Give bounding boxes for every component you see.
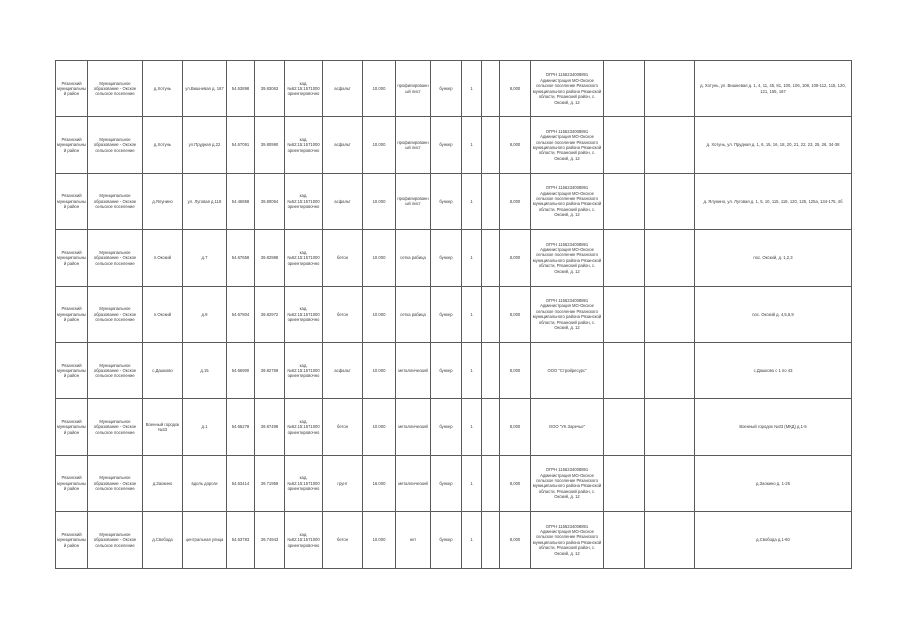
district-cell: Рязанский муниципальный район [56, 342, 88, 398]
container-type-cell: бункер [431, 230, 462, 286]
table-row [56, 286, 852, 342]
owner-cell: ОГРН 1156234008891 Администрация МО-Окское сельское поселение Рязанского муниципального района Рязанской области, Рязанский район, с. Окский, д. 12 [531, 117, 604, 173]
empty-cell [604, 455, 645, 511]
district-cell: Рязанский муниципальный район [56, 399, 88, 455]
cadastral-cell: кад.№62:15:1571000 ориентировочно [285, 117, 323, 173]
waste-sources-cell: д.Свобода д.1-60 [695, 512, 852, 568]
container-count-cell: 1 [462, 399, 482, 455]
waste-sources-cell: пос. Окский д. 4,5,6,9 [695, 286, 852, 342]
container-volume-cell: 8,000 [500, 230, 531, 286]
municipality-cell: Муниципальное образование - Окское сельское поселение [88, 61, 143, 117]
area-cell: 10.000 [363, 512, 396, 568]
container-type-cell: бункер [431, 286, 462, 342]
address-cell: ул. Луговая д.118 [183, 173, 227, 229]
waste-sources-cell: д.Заокино д. 1-25 [695, 455, 852, 511]
longitude-cell: 39.83063 [255, 61, 285, 117]
waste-sources-cell: с.Дашково с 1 по 43 [695, 342, 852, 398]
container-count-cell: 1 [462, 230, 482, 286]
settlement-cell: д.Хотунь [143, 61, 183, 117]
empty-cell [604, 512, 645, 568]
empty-cell [482, 230, 500, 286]
fence-cell: профилированный лист [396, 117, 431, 173]
container-type-cell: бункер [431, 61, 462, 117]
latitude-cell: 54.46858 [227, 173, 255, 229]
waste-sources-cell: д. Ялунино, ул. Луговая д. 1, 5, 10, 115, 119, 120, 125, 125а, 134-175, 4б [695, 173, 852, 229]
table-row [56, 117, 852, 173]
longitude-cell: 39.71959 [255, 455, 285, 511]
empty-cell [482, 117, 500, 173]
longitude-cell: 39.82988 [255, 230, 285, 286]
surface-cell: бетон [323, 286, 363, 342]
address-cell: д.9 [183, 286, 227, 342]
empty-cell [604, 286, 645, 342]
owner-cell: ООО "Стройресурс" [531, 342, 604, 398]
table-row [56, 61, 852, 117]
container-count-cell: 1 [462, 512, 482, 568]
surface-cell: асфальт [323, 173, 363, 229]
container-volume-cell: 8,000 [500, 512, 531, 568]
container-volume-cell: 8,000 [500, 61, 531, 117]
container-type-cell: бункер [431, 512, 462, 568]
empty-cell [604, 173, 645, 229]
address-cell: ул.Вишневая д. 167 [183, 61, 227, 117]
fence-cell: металлический [396, 455, 431, 511]
address-cell: центральная улица [183, 512, 227, 568]
area-cell: 10.000 [363, 117, 396, 173]
owner-cell: ОГРН 1156234008891 Администрация МО-Окское сельское поселение Рязанского муниципального района Рязанской области, Рязанский район, с. Окский, д. 12 [531, 230, 604, 286]
area-cell: 10.000 [363, 173, 396, 229]
container-type-cell: бункер [431, 173, 462, 229]
address-cell: ул.Прудная д.22 [183, 117, 227, 173]
district-cell: Рязанский муниципальный район [56, 117, 88, 173]
address-cell: д.1 [183, 399, 227, 455]
district-cell: Рязанский муниципальный район [56, 455, 88, 511]
empty-cell [645, 512, 695, 568]
waste-sources-cell: Военный городок №33 (МКД) д.1-5 [695, 399, 852, 455]
fence-cell: нет [396, 512, 431, 568]
fence-cell: профилированный лист [396, 61, 431, 117]
area-cell: 10.000 [363, 61, 396, 117]
area-cell: 10.000 [363, 399, 396, 455]
empty-cell [604, 230, 645, 286]
cadastral-cell: кад.№62:15:1571000 ориентировочно [285, 61, 323, 117]
container-count-cell: 1 [462, 173, 482, 229]
container-count-cell: 1 [462, 342, 482, 398]
fence-cell: металлический [396, 342, 431, 398]
district-cell: Рязанский муниципальный район [56, 230, 88, 286]
table-row [56, 173, 852, 229]
fence-cell: металлический [396, 399, 431, 455]
empty-cell [604, 399, 645, 455]
address-cell: вдоль дороги [183, 455, 227, 511]
table-row [56, 455, 852, 511]
owner-cell: ОГРН 1156234008891 Администрация МО-Окское сельское поселение Рязанского муниципального района Рязанской области, Рязанский район, с. Окский, д. 12 [531, 61, 604, 117]
area-cell: 16.000 [363, 455, 396, 511]
cadastral-cell: кад.№62:15:1571000 ориентировочно [285, 173, 323, 229]
container-volume-cell: 8,000 [500, 342, 531, 398]
table-row [56, 512, 852, 568]
district-cell: Рязанский муниципальный район [56, 61, 88, 117]
empty-cell [645, 61, 695, 117]
owner-cell: ООО "УК Заречье" [531, 399, 604, 455]
empty-cell [482, 455, 500, 511]
empty-cell [482, 399, 500, 455]
container-volume-cell: 8,000 [500, 286, 531, 342]
container-type-cell: бункер [431, 117, 462, 173]
municipality-cell: Муниципальное образование - Окское сельское поселение [88, 399, 143, 455]
surface-cell: бетон [323, 512, 363, 568]
empty-cell [482, 342, 500, 398]
area-cell: 10.000 [363, 230, 396, 286]
table-row [56, 230, 852, 286]
surface-cell: асфальт [323, 342, 363, 398]
longitude-cell: 39.80064 [255, 173, 285, 229]
municipality-cell: Муниципальное образование - Окское сельское поселение [88, 455, 143, 511]
fence-cell: сетка рабица [396, 230, 431, 286]
surface-cell: бетон [323, 230, 363, 286]
cadastral-cell: кад.№62:15:1571000 ориентировочно [285, 399, 323, 455]
empty-cell [482, 286, 500, 342]
cadastral-cell: кад.№62:15:1571000 ориентировочно [285, 512, 323, 568]
container-count-cell: 1 [462, 455, 482, 511]
settlement-cell: д.Заокино [143, 455, 183, 511]
container-count-cell: 1 [462, 117, 482, 173]
longitude-cell: 39.80990 [255, 117, 285, 173]
empty-cell [482, 512, 500, 568]
area-cell: 10.000 [363, 286, 396, 342]
municipality-cell: Муниципальное образование - Окское сельское поселение [88, 230, 143, 286]
latitude-cell: 54.67091 [227, 117, 255, 173]
empty-cell [604, 61, 645, 117]
settlement-cell: д.Хотунь [143, 117, 183, 173]
latitude-cell: 54.66900 [227, 342, 255, 398]
empty-cell [482, 61, 500, 117]
container-volume-cell: 8,000 [500, 173, 531, 229]
empty-cell [645, 173, 695, 229]
settlement-cell: д.Ялунино [143, 173, 183, 229]
empty-cell [645, 342, 695, 398]
settlement-cell: с.Дашково [143, 342, 183, 398]
municipality-cell: Муниципальное образование - Окское сельское поселение [88, 117, 143, 173]
longitude-cell: 39.87498 [255, 399, 285, 455]
empty-cell [645, 455, 695, 511]
waste-sources-cell: д. Хотунь, ул. Прудная д. 1, 6, 15, 16, 18, 20, 21, 22, 23, 25, 26, 34-38 [695, 117, 852, 173]
empty-cell [482, 173, 500, 229]
container-volume-cell: 8,000 [500, 117, 531, 173]
municipality-cell: Муниципальное образование - Окское сельское поселение [88, 342, 143, 398]
latitude-cell: 54.67658 [227, 230, 255, 286]
cadastral-cell: кад.№62:15:1571000 ориентировочно [285, 230, 323, 286]
waste-sources-cell: пос. Окский, д. 1,2,3 [695, 230, 852, 286]
container-type-cell: бункер [431, 455, 462, 511]
municipality-cell: Муниципальное образование - Окское сельское поселение [88, 286, 143, 342]
container-volume-cell: 8,000 [500, 399, 531, 455]
settlement-cell: п.Окский [143, 286, 183, 342]
empty-cell [604, 117, 645, 173]
longitude-cell: 39.82972 [255, 286, 285, 342]
owner-cell: ОГРН 1156234008891 Администрация МО-Окское сельское поселение Рязанского муниципального района Рязанской области, Рязанский район, с. Окский, д. 12 [531, 455, 604, 511]
municipality-cell: Муниципальное образование - Окское сельское поселение [88, 512, 143, 568]
area-cell: 10.000 [363, 342, 396, 398]
surface-cell: грунт [323, 455, 363, 511]
table-row [56, 342, 852, 398]
longitude-cell: 39.74943 [255, 512, 285, 568]
empty-cell [645, 230, 695, 286]
surface-cell: бетон [323, 399, 363, 455]
cadastral-cell: кад.№62:15:1571000 ориентировочно [285, 455, 323, 511]
container-count-cell: 1 [462, 61, 482, 117]
empty-cell [645, 117, 695, 173]
latitude-cell: 54.63898 [227, 61, 255, 117]
latitude-cell: 54.63414 [227, 455, 255, 511]
settlement-cell: п.Окский [143, 230, 183, 286]
surface-cell: асфальт [323, 117, 363, 173]
waste-sources-cell: д. Хотунь, ул. Вишневая д. 1, 4, 11, 45, 81, 100, 106, 108, 108-112, 115, 120, 121, 155, 167 [695, 61, 852, 117]
container-type-cell: бункер [431, 342, 462, 398]
address-cell: д.7 [183, 230, 227, 286]
table-row [56, 399, 852, 455]
container-count-cell: 1 [462, 286, 482, 342]
container-volume-cell: 8,000 [500, 455, 531, 511]
owner-cell: ОГРН 1156234008891 Администрация МО-Окское сельское поселение Рязанского муниципального района Рязанской области, Рязанский район, с. Окский, д. 12 [531, 512, 604, 568]
latitude-cell: 54.63783 [227, 512, 255, 568]
district-cell: Рязанский муниципальный район [56, 286, 88, 342]
longitude-cell: 39.82769 [255, 342, 285, 398]
empty-cell [645, 399, 695, 455]
owner-cell: ОГРН 1156234008891 Администрация МО-Окское сельское поселение Рязанского муниципального района Рязанской области, Рязанский район, с. Окский, д. 12 [531, 286, 604, 342]
latitude-cell: 54.67804 [227, 286, 255, 342]
cadastral-cell: кад.№62:15:1571000 ориентировочно [285, 286, 323, 342]
waste-site-registry-table [55, 60, 852, 569]
owner-cell: ОГРН 1156234008891 Администрация МО-Окское сельское поселение Рязанского муниципального района Рязанской области, Рязанский район, с. Окский, д. 12 [531, 173, 604, 229]
district-cell: Рязанский муниципальный район [56, 512, 88, 568]
municipality-cell: Муниципальное образование - Окское сельское поселение [88, 173, 143, 229]
table-body [56, 61, 852, 569]
cadastral-cell: кад.№62:15:1571000 ориентировочно [285, 342, 323, 398]
latitude-cell: 54.66278 [227, 399, 255, 455]
empty-cell [604, 342, 645, 398]
empty-cell [645, 286, 695, 342]
address-cell: д.15 [183, 342, 227, 398]
district-cell: Рязанский муниципальный район [56, 173, 88, 229]
fence-cell: сетка рабица [396, 286, 431, 342]
container-type-cell: бункер [431, 399, 462, 455]
fence-cell: профилированный лист [396, 173, 431, 229]
surface-cell: асфальт [323, 61, 363, 117]
settlement-cell: Военный городок №33 [143, 399, 183, 455]
settlement-cell: д.Свобода [143, 512, 183, 568]
